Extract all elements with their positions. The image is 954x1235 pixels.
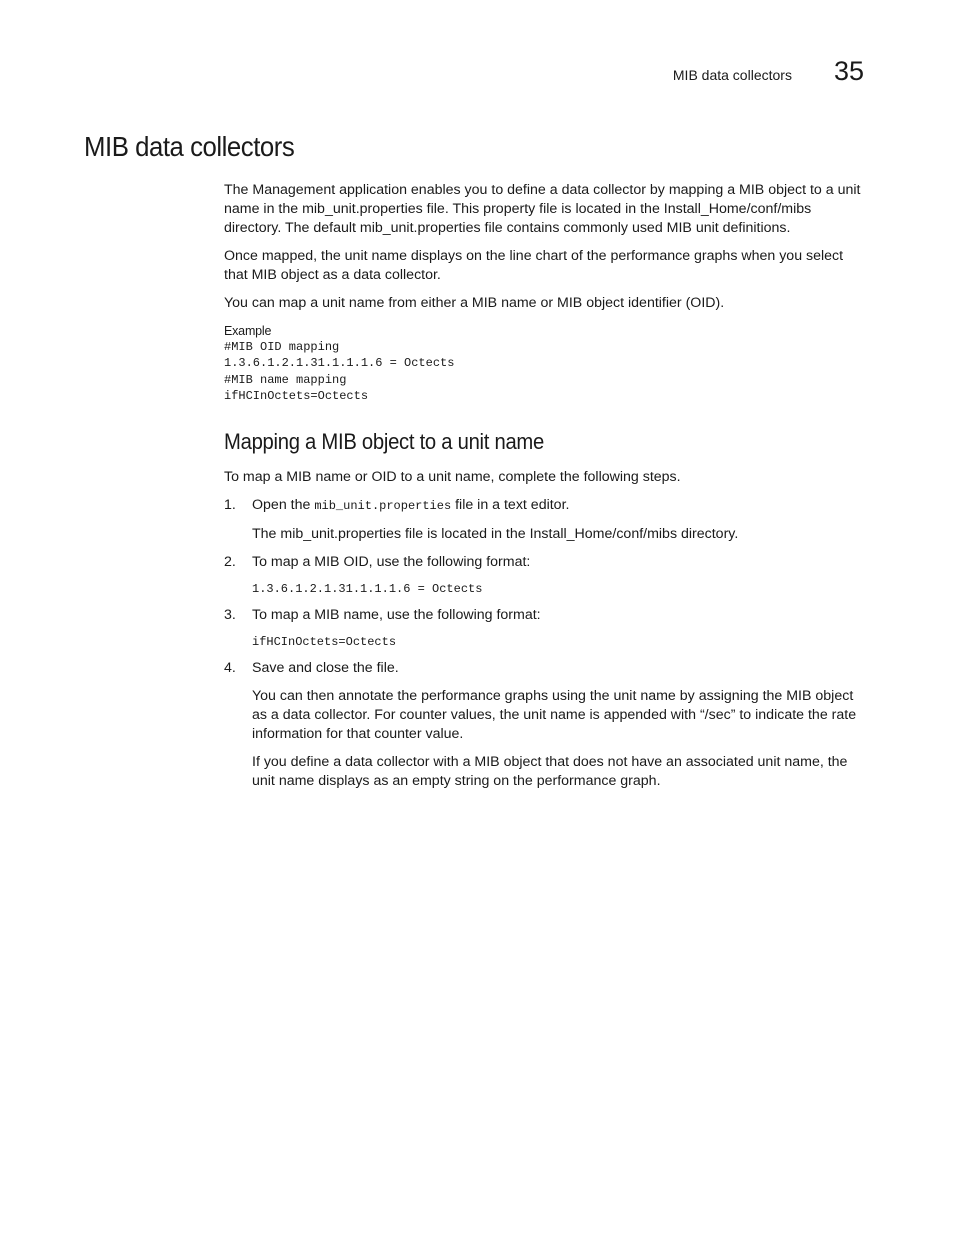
code-line: #MIB OID mapping [224, 340, 340, 354]
step-number: 4. [224, 660, 236, 677]
paragraph-intro: The Management application enables you to define a data collector by mapping a MIB object to a unit name in the mib_unit.properties file. This property file is located in the Install_Home/conf/mibs directory. The default mib_unit.properties file contains commonly used MIB unit definitions. [224, 182, 861, 236]
step-note: If you define a data collector with a MIB object that does not have an associated unit name, the unit name displays as an empty string on the performance graph. [252, 754, 848, 790]
steps-list [224, 496, 870, 791]
code-line: ifHCInOctets=Octects [224, 388, 369, 403]
step-code: ifHCInOctets=Octects [252, 635, 397, 650]
step-item [224, 553, 870, 597]
step-number: 2. [224, 554, 236, 571]
inline-code-filename: mib_unit.properties [314, 499, 452, 514]
step-item [224, 496, 870, 544]
page-header [673, 56, 864, 87]
header-section-title: MIB data collectors [672, 67, 792, 83]
paragraph-mapped: Once mapped, the unit name displays on the line chart of the performance graphs when you select that MIB object as a data collector. [224, 248, 844, 283]
step-code: 1.3.6.1.2.1.31.1.1.1.6 = Octects [252, 582, 483, 597]
step-note: You can then annotate the performance graphs using the unit name by assigning the MIB object as a data collector. For counter values, the unit name is appended with “/sec” to indicate the rate information for that counter value. [252, 688, 857, 743]
step-number: 1. [224, 497, 236, 514]
example-label: Example [224, 324, 272, 338]
example-code-block [224, 339, 870, 404]
step-text: To map a MIB OID, use the following format: [252, 554, 531, 571]
step-text [252, 496, 870, 516]
page-title: MIB data collectors [84, 131, 295, 162]
step-item [224, 659, 870, 791]
step-text-after: file in a text editor. [451, 497, 570, 514]
step-item [224, 606, 870, 650]
header-chapter-number: 35 [833, 56, 864, 86]
subsection-intro: To map a MIB name or OID to a unit name, complete the following steps. [224, 469, 681, 486]
step-text: To map a MIB name, use the following format: [252, 607, 541, 624]
step-text-before: Open the [252, 497, 315, 514]
main-content [224, 181, 870, 791]
step-note: The mib_unit.properties file is located in the Install_Home/conf/mibs directory. [252, 526, 739, 543]
code-line: 1.3.6.1.2.1.31.1.1.1.6 = Octects [224, 356, 455, 371]
code-line: #MIB name mapping [224, 372, 347, 387]
paragraph-map-unit: You can map a unit name from either a MIB name or MIB object identifier (OID). [224, 295, 725, 311]
step-text: Save and close the file. [252, 660, 399, 677]
step-number: 3. [224, 607, 236, 624]
subsection-title: Mapping a MIB object to a unit name [224, 429, 545, 455]
